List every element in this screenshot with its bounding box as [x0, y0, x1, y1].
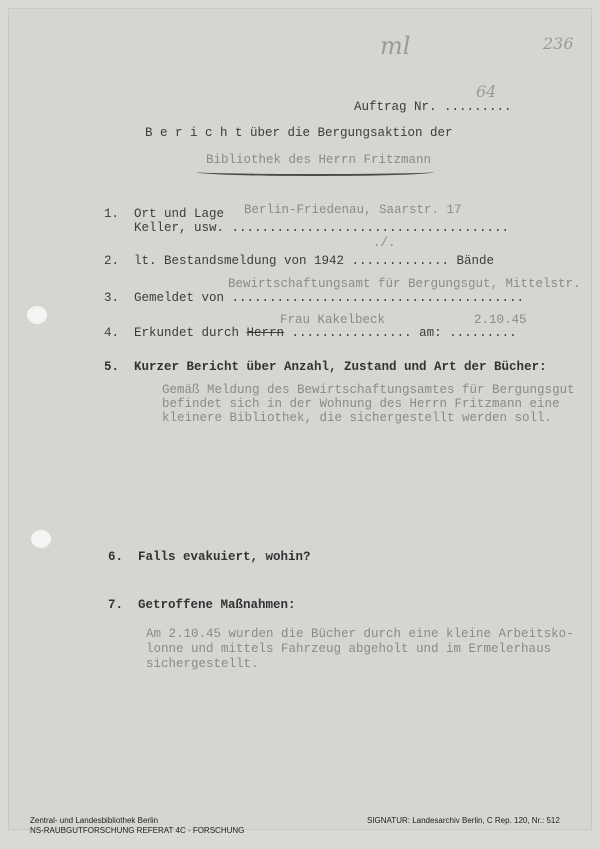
item-value: ./.: [373, 236, 396, 250]
library-name: Bibliothek des Herrn Fritzmann: [206, 153, 432, 167]
order-label: Auftrag Nr. .........: [354, 100, 512, 114]
measures-line: Am 2.10.45 wurden die Bücher durch eine kleine Arbeitsko-: [146, 627, 574, 641]
item-number: 1.: [104, 207, 120, 221]
item-number: 3.: [104, 291, 120, 305]
item-value: Berlin-Friedenau, Saarstr. 17: [244, 203, 462, 217]
item-label: Ort und Lage: [134, 207, 225, 221]
item-number: 6.: [108, 550, 124, 564]
item-label-continued: Keller, usw. .....................................: [134, 221, 510, 235]
report-line: befindet sich in der Wohnung des Herrn Fritzmann eine: [162, 397, 560, 411]
report-title: B e r i c h t über die Bergungsaktion der: [145, 126, 453, 140]
item-label: Falls evakuiert, wohin?: [138, 550, 311, 564]
item-label: lt. Bestandsmeldung von 1942 ............. Bände: [134, 254, 495, 268]
item-value: Bewirtschaftungsamt für Bergungsgut, Mittelstr.: [228, 277, 581, 291]
punch-hole-bottom: [31, 530, 51, 548]
item-label: Gemeldet von .......................................: [134, 291, 525, 305]
item-label: Getroffene Maßnahmen:: [138, 598, 296, 612]
item-label: Kurzer Bericht über Anzahl, Zustand und Art der Bücher:: [134, 360, 547, 374]
item-number: 4.: [104, 326, 120, 340]
title-underline: [196, 168, 434, 176]
item-number: 7.: [108, 598, 124, 612]
punch-hole-top: [27, 306, 47, 324]
footer-department: NS-RAUBGUTFORSCHUNG REFERAT 4C - FORSCHUNG: [30, 826, 245, 835]
item-number: 2.: [104, 254, 120, 268]
footer-library: Zentral- und Landesbibliothek Berlin: [30, 816, 159, 825]
measures-line: sichergestellt.: [146, 657, 259, 671]
report-line: kleinere Bibliothek, die sichergestellt werden soll.: [162, 411, 553, 425]
order-number-handwritten: 64: [476, 82, 497, 101]
item-value: Frau Kakelbeck: [280, 313, 386, 327]
handwritten-initials: ml: [380, 32, 411, 60]
page-number: 236: [543, 34, 574, 53]
item-label: Erkundet durch Herrn ................ am: .........: [134, 326, 517, 340]
item-date: 2.10.45: [474, 313, 527, 327]
measures-line: lonne und mittels Fahrzeug abgeholt und im Ermelerhaus: [146, 642, 552, 656]
report-line: Gemäß Meldung des Bewirtschaftungsamtes für Bergungsgut: [162, 383, 575, 397]
footer-signature: SIGNATUR: Landesarchiv Berlin, C Rep. 120, Nr.: 512: [367, 816, 560, 825]
item-number: 5.: [104, 360, 120, 374]
